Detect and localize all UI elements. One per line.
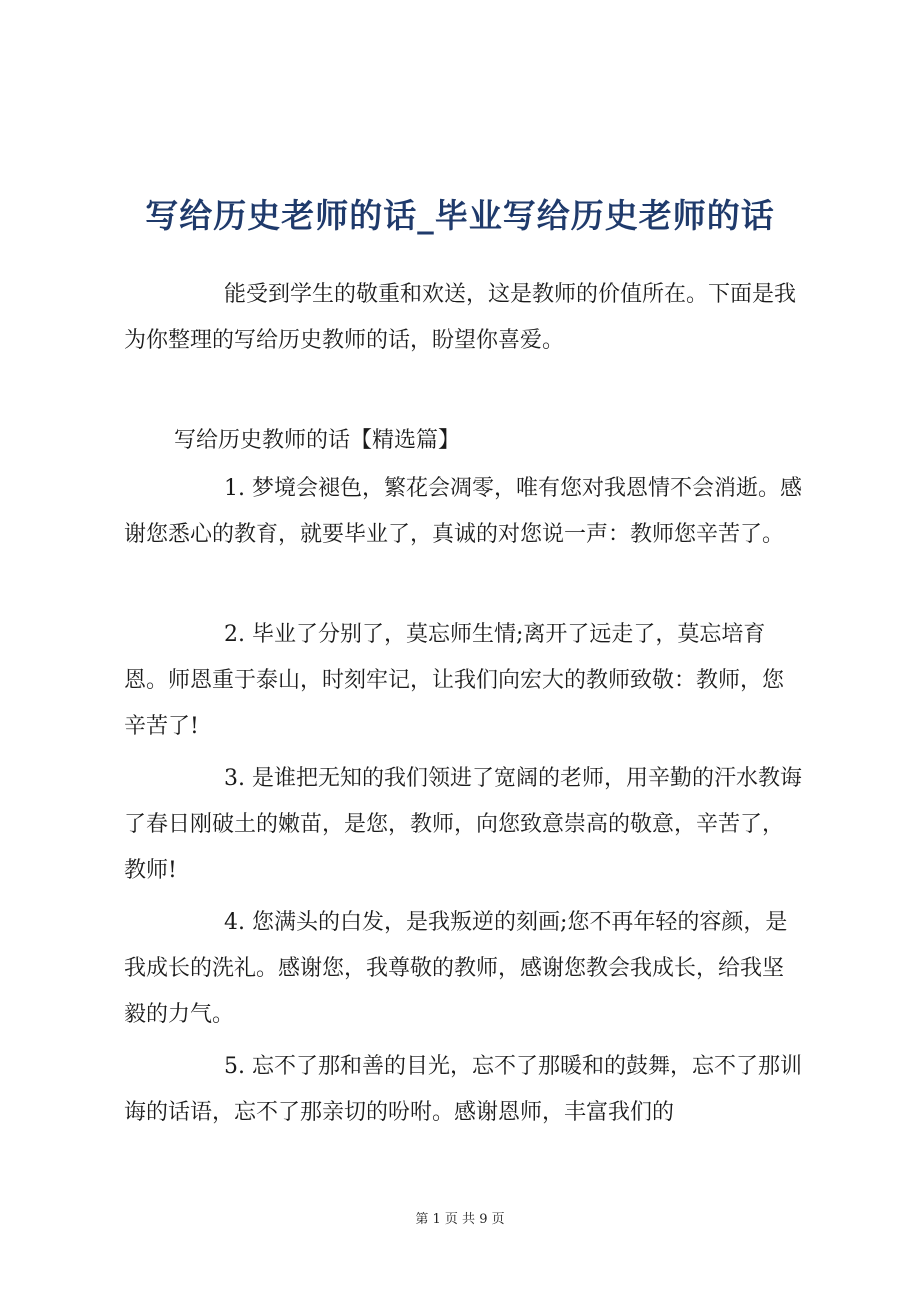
document-title: 写给历史老师的话_毕业写给历史老师的话: [145, 196, 775, 235]
list-item: 5. 忘不了那和善的目光，忘不了那暖和的鼓舞，忘不了那训诲的话语，忘不了那亲切的吩咐。感谢恩师，丰富我们的: [124, 1054, 802, 1125]
list-item: 2. 毕业了分别了，莫忘师生情;离开了远走了，莫忘培育恩。师恩重于泰山，时刻牢记，让我们向宏大的教师致敬：教师，您辛苦了!: [124, 622, 785, 739]
section-heading: 写给历史教师的话【精选篇】: [174, 428, 461, 453]
page-footer: 第 1 页 共 9 页: [415, 1212, 505, 1227]
list-item: 3. 是谁把无知的我们领进了宽阔的老师，用辛勤的汗水教诲了春日刚破土的嫩苗，是您，教师，向您致意崇高的敬意，辛苦了，教师!: [124, 766, 802, 883]
list-item: 1. 梦境会褪色，繁花会凋零，唯有您对我恩情不会消逝。感谢您悉心的教育，就要毕业了，真诚的对您说一声：教师您辛苦了。: [124, 476, 802, 547]
list-item: 4. 您满头的白发，是我叛逆的刻画;您不再年轻的容颜，是我成长的洗礼。感谢您，我尊敬的教师，感谢您教会我成长，给我坚毅的力气。: [124, 910, 788, 1027]
intro-paragraph: 能受到学生的敬重和欢送，这是教师的价值所在。下面是我为你整理的写给历史教师的话，盼望你喜爱。: [124, 282, 797, 353]
